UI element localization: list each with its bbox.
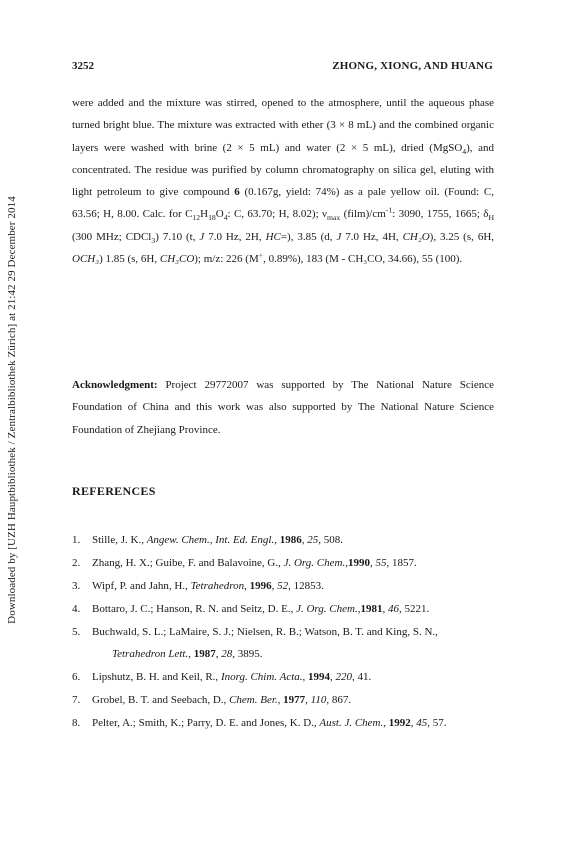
reference-number: 7. <box>72 693 81 706</box>
reference-item: 1. Stille, J. K., Angew. Chem., Int. Ed. Engl., 1986, 25, 508. <box>72 530 502 552</box>
download-watermark <box>2 120 22 700</box>
reference-number: 2. <box>72 557 81 569</box>
reference-item: 7. Grobel, B. T. and Seebach, D., Chem. Ber., 1977, 110, 867. <box>72 690 502 712</box>
acknowledgment-label: Acknowledgment: <box>72 379 158 391</box>
reference-item: 5. Buchwald, S. L.; LaMaire, S. J.; Nielsen, R. B.; Watson, B. T. and King, S. N., Tetrahedron Lett., 1987, 28, 3895. <box>72 622 502 665</box>
experimental-paragraph <box>72 92 494 270</box>
reference-item: 4. Bottaro, J. C.; Hanson, R. N. and Seitz, D. E., J. Org. Chem.,1981, 46, 5221. <box>72 599 502 621</box>
reference-number: 4. <box>72 603 81 615</box>
reference-item: 3. Wipf, P. and Jahn, H., Tetrahedron, 1996, 52, 12853. <box>72 576 502 598</box>
reference-item: 6. Lipshutz, B. H. and Keil, R., Inorg. Chim. Acta., 1994, 220, 41. <box>72 667 502 689</box>
running-head-authors: ZHONG, XIONG, AND HUANG <box>332 60 493 72</box>
experimental-text: were added and the mixture was stirred, opened to the atmosphere, until the aqueous phase turned bright blue. The mixture was extracted with ether (3 × 8 mL) and the combined organic layers were washed with brine (2 × 5 mL) and water (2 × 5 mL), dried (MgSO$_4$), and concentrated. The residue was purified by column chromatography on silica gel, eluting with light petroleum to give compound 6 (0.167g, yield: 74%) as a pale yellow oil. (Found: C, 63.56; H, 8.00. Calc. for $C_{12}H_{18}O_4$: C, 63.70; H, 8.02); $\nu_{max}$ $(film)/cm^{-1}$: 3090, 1755, 1665; $\delta_H$ (300 MHz; CDCl$_3$) 7.10 (t, J 7.0 Hz, 2H, HC=), 3.85 (d, J 7.0 Hz, 4H, CH₂O), 3.25 (s, 6H, OCH₃) 1.85 (s, 6H, CH₃CO); m/z: 226 (M+, 0.89%), 183 (M - CH₃CO, 34.66), 55 (100). <box>72 97 495 266</box>
reference-number: 3. <box>72 580 81 592</box>
reference-item: 8. Pelter, A.; Smith, K.; Parry, D. E. and Jones, K. D., Aust. J. Chem., 1992, 45, 57. <box>72 713 502 735</box>
reference-number: 6. <box>72 670 81 683</box>
acknowledgment-text: Project 29772007 was supported by The National Nature Science Foundation of China and this work was also supported by The National Nature Science Foundation of Zhejiang Province. <box>72 379 494 436</box>
references-heading: REFERENCES <box>72 484 156 498</box>
acknowledgment-section <box>72 374 494 441</box>
download-watermark-text: Downloaded by [UZH Hauptbibliothek / Zentralbibliothek Zürich] at 21:42 29 December 2014 <box>6 196 18 624</box>
reference-list <box>72 530 502 736</box>
reference-item: 2. Zhang, H. X.; Guibe, F. and Balavoine, G., J. Org. Chem.,1990, 55, 1857. <box>72 553 502 575</box>
reference-continuation: Tetrahedron Lett., 1987, 28, 3895. <box>112 647 263 660</box>
reference-number: 1. <box>72 534 81 546</box>
page-number: 3252 <box>72 60 94 72</box>
reference-number: 8. <box>72 716 81 729</box>
reference-number: 5. <box>72 626 81 638</box>
